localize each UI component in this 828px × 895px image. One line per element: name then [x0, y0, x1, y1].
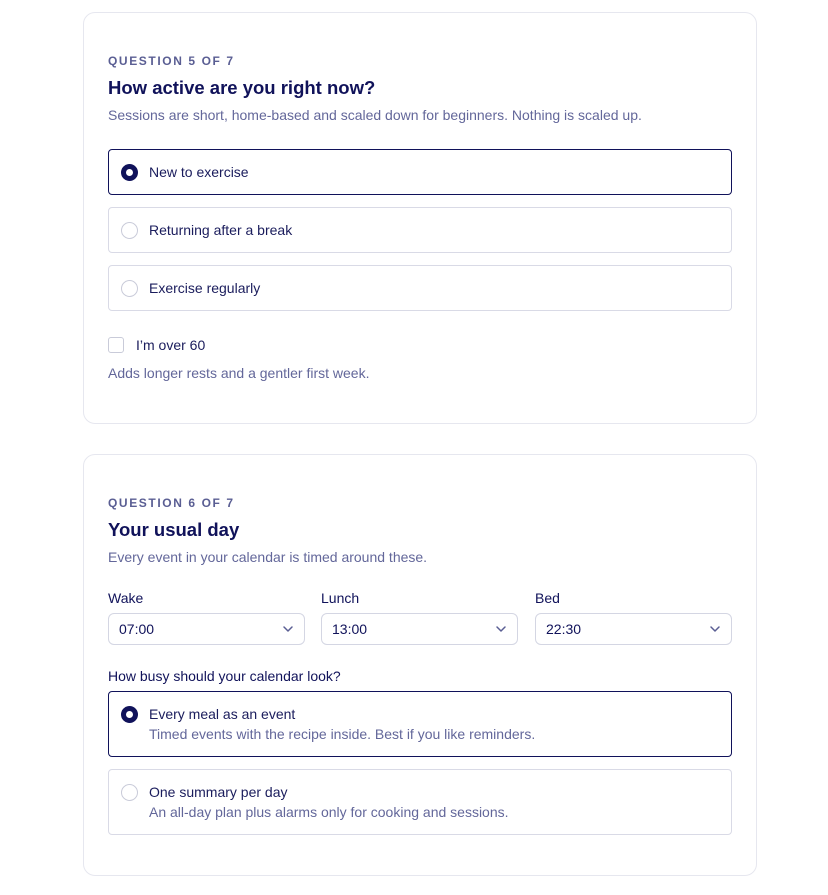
over-60-hint: Adds longer rests and a gentler first week.: [108, 365, 370, 381]
radio-selected-icon[interactable]: [121, 706, 138, 723]
wake-value: 07:00: [119, 621, 155, 637]
wake-label: Wake: [108, 590, 144, 606]
question-5-card: [83, 12, 757, 424]
option-description: An all-day plan plus alarms only for cooking and sessions.: [149, 804, 509, 820]
bed-label: Bed: [535, 590, 560, 606]
question-6-title: Your usual day: [108, 519, 240, 540]
option-label: Returning after a break: [149, 222, 293, 238]
busy-option-summary[interactable]: [108, 769, 732, 835]
lunch-select[interactable]: [321, 613, 518, 645]
bed-select[interactable]: [535, 613, 732, 645]
question-6-description: Every event in your calendar is timed around these.: [108, 549, 428, 565]
chevron-down-icon: [282, 623, 294, 635]
chevron-down-icon: [709, 623, 721, 635]
radio-icon[interactable]: [121, 280, 138, 297]
over-60-label[interactable]: I’m over 60: [136, 337, 206, 353]
option-label: One summary per day: [149, 784, 288, 800]
question-6-eyebrow: QUESTION 6 OF 7: [108, 496, 235, 510]
lunch-label: Lunch: [321, 590, 360, 606]
chevron-down-icon: [495, 623, 507, 635]
bed-value: 22:30: [546, 621, 582, 637]
option-label: Exercise regularly: [149, 280, 261, 296]
activity-option-regular[interactable]: [108, 265, 732, 311]
question-5-description: Sessions are short, home-based and scaled down for beginners. Nothing is scaled up.: [108, 107, 642, 123]
activity-option-returning[interactable]: [108, 207, 732, 253]
radio-icon[interactable]: [121, 784, 138, 801]
wake-select[interactable]: [108, 613, 305, 645]
radio-selected-icon[interactable]: [121, 164, 138, 181]
lunch-value: 13:00: [332, 621, 368, 637]
radio-icon[interactable]: [121, 222, 138, 239]
question-6-card: [83, 454, 757, 876]
question-5-eyebrow: QUESTION 5 OF 7: [108, 54, 235, 68]
option-label: Every meal as an event: [149, 706, 296, 722]
question-5-title: How active are you right now?: [108, 77, 376, 98]
over-60-checkbox[interactable]: [108, 337, 124, 353]
option-description: Timed events with the recipe inside. Best if you like reminders.: [149, 726, 536, 742]
busy-option-every-meal[interactable]: [108, 691, 732, 757]
busy-question-label: How busy should your calendar look?: [108, 668, 341, 684]
activity-option-new[interactable]: [108, 149, 732, 195]
option-label: New to exercise: [149, 164, 249, 180]
